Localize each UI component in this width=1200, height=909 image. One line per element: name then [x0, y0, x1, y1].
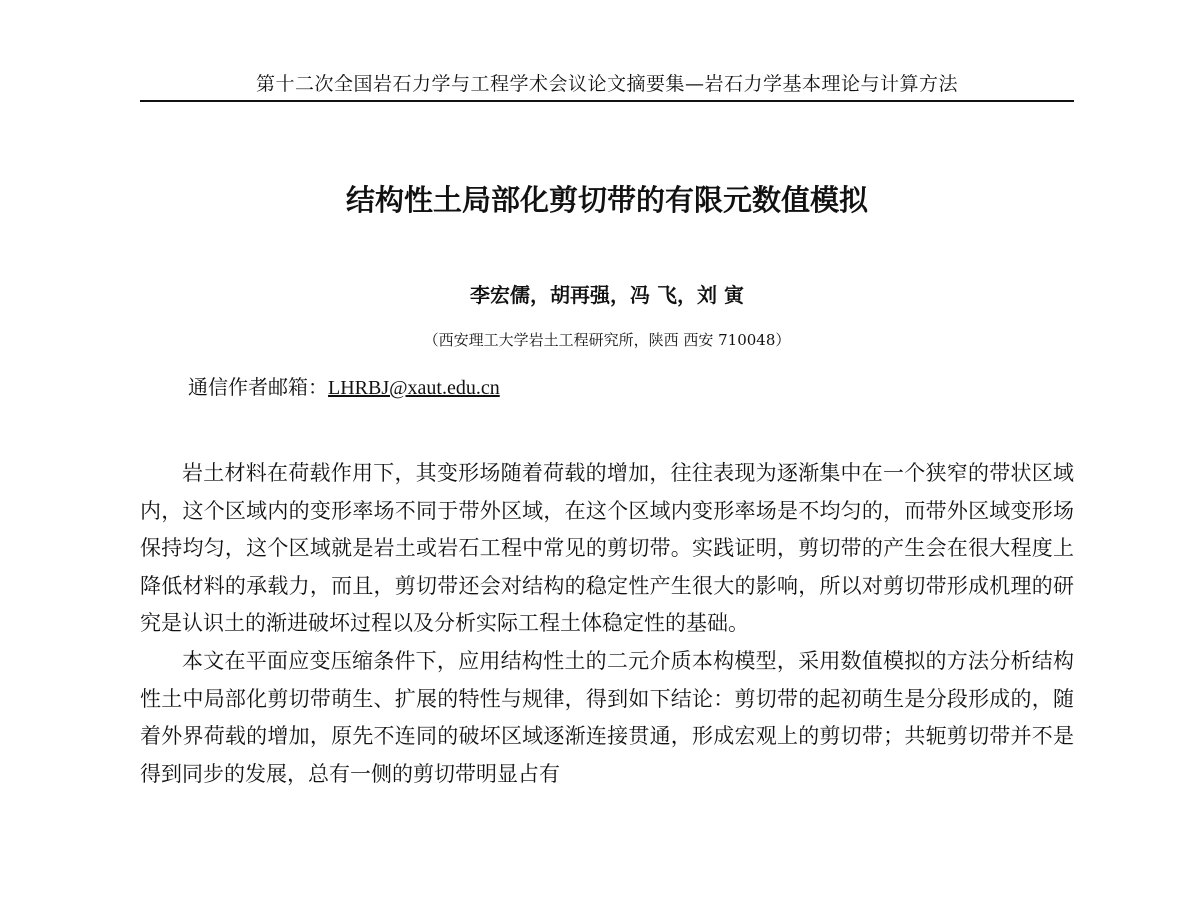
email-link[interactable]: LHRBJ@xaut.edu.cn: [328, 377, 500, 399]
email-label: 通信作者邮箱：: [188, 375, 328, 399]
abstract-body: [140, 455, 1074, 793]
running-header: 第十二次全国岩石力学与工程学术会议论文摘要集—岩石力学基本理论与计算方法: [255, 73, 958, 95]
body-paragraph-1: 岩土材料在荷载作用下，其变形场随着荷载的增加，往往表现为逐渐集中在一个狭窄的带状区域内，这个区域内的变形率场不同于带外区域，在这个区域内变形率场是不均匀的，而带外区域变形场保持均匀，这个区域就是岩土或岩石工程中常见的剪切带。实践证明，剪切带的产生会在很大程度上降低材料的承载力，而且，剪切带还会对结构的稳定性产生很大的影响，所以对剪切带形成机理的研究是认识土的渐进破坏过程以及分析实际工程土体稳定性的基础。: [140, 461, 1074, 636]
author-list: 李宏儒，胡再强，冯 飞，刘 寅: [470, 283, 744, 307]
paper-title: 结构性土局部化剪切带的有限元数值模拟: [345, 183, 868, 217]
affiliation: （西安理工大学岩土工程研究所，陕西 西安 710048）: [423, 331, 791, 349]
email-line: [188, 372, 500, 403]
header-rule: [140, 100, 1074, 102]
body-paragraph-2: 本文在平面应变压缩条件下，应用结构性土的二元介质本构模型，采用数值模拟的方法分析结构性土中局部化剪切带萌生、扩展的特性与规律，得到如下结论：剪切带的起初萌生是分段形成的，随着外界荷载的增加，原先不连同的破坏区域逐渐连接贯通，形成宏观上的剪切带；共轭剪切带并不是得到同步的发展，总有一侧的剪切带明显占有: [140, 648, 1074, 786]
